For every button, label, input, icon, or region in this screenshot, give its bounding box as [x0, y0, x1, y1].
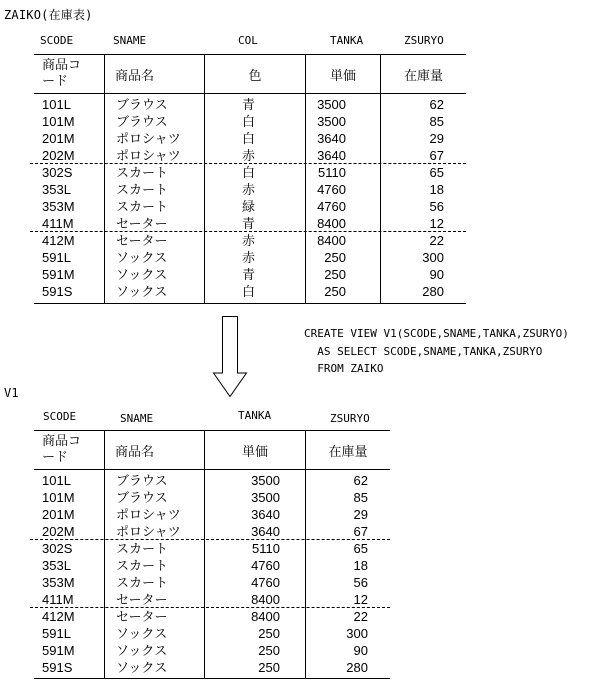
table-row — [34, 181, 466, 198]
table-row — [34, 266, 466, 283]
v1-table — [34, 430, 390, 679]
code-label-line2: ード — [42, 74, 69, 89]
cell-zsuryo: 22 — [353, 609, 368, 624]
v1-colname-scode: SCODE — [43, 410, 77, 423]
cell-tanka: 3640 — [317, 148, 346, 163]
cell-sname: ソックス — [116, 250, 168, 265]
v1-colname-sname: SNAME — [120, 412, 154, 425]
cell-col: 青 — [242, 216, 256, 231]
zaiko-header-row — [34, 55, 466, 94]
cell-zsuryo: 12 — [353, 592, 368, 607]
v1-header-row — [34, 431, 390, 470]
cell-scode: 591S — [42, 284, 73, 299]
v1-colname-zsuryo: ZSURYO — [330, 412, 370, 425]
cell-tanka: 250 — [324, 267, 346, 282]
table-row — [34, 113, 466, 130]
cell-zsuryo: 65 — [429, 165, 444, 180]
cell-zsuryo: 90 — [429, 267, 444, 282]
cell-zsuryo: 18 — [353, 558, 368, 573]
cell-col: 赤 — [242, 233, 256, 248]
table-row — [34, 249, 466, 266]
cell-tanka: 5110 — [252, 541, 280, 556]
cell-tanka: 4760 — [317, 182, 346, 197]
cell-sname: スカート — [116, 165, 169, 180]
cell-col: 青 — [242, 267, 256, 282]
table-row — [34, 642, 390, 659]
cell-scode: 201M — [42, 131, 75, 146]
zaiko-header-tanka: 単価 — [329, 68, 356, 84]
cell-col: 白 — [242, 284, 256, 299]
cell-scode: 201M — [42, 507, 75, 522]
cell-sname: スカート — [116, 182, 169, 197]
cell-zsuryo: 280 — [422, 284, 444, 299]
cell-sname: スカート — [116, 558, 169, 573]
cell-scode: 101M — [42, 114, 75, 129]
cell-col: 赤 — [242, 182, 256, 197]
cell-sname: セーター — [116, 592, 168, 607]
cell-tanka: 8400 — [251, 609, 280, 624]
v1-header-tanka: 単価 — [241, 444, 268, 460]
cell-scode: 412M — [42, 609, 75, 624]
cell-scode: 591L — [42, 626, 71, 641]
cell-tanka: 3640 — [251, 507, 280, 522]
table-row — [34, 540, 390, 557]
cell-col: 赤 — [242, 250, 256, 265]
zaiko-colname-sname: SNAME — [113, 34, 147, 47]
cell-sname: ブラウス — [116, 114, 168, 129]
table-row — [34, 557, 390, 574]
cell-zsuryo: 18 — [429, 182, 444, 197]
cell-scode: 101M — [42, 490, 75, 505]
cell-tanka: 3500 — [317, 97, 346, 112]
cell-sname: ブラウス — [116, 490, 168, 505]
cell-scode: 411M — [42, 592, 74, 607]
cell-sname: ブラウス — [116, 473, 168, 488]
cell-tanka: 4760 — [317, 199, 346, 214]
cell-col: 赤 — [242, 148, 256, 163]
cell-scode: 302S — [42, 165, 73, 180]
code-label-line1: 商品コ — [42, 58, 82, 73]
table-row — [34, 283, 466, 300]
table-row — [34, 96, 466, 113]
cell-sname: セーター — [116, 609, 168, 624]
sql-line-1: CREATE VIEW V1(SCODE,SNAME,TANKA,ZSURYO) — [304, 327, 569, 340]
v1-title: V1 — [4, 386, 19, 400]
table-row — [34, 472, 390, 489]
cell-tanka: 250 — [258, 626, 280, 641]
cell-zsuryo: 67 — [429, 148, 444, 163]
cell-scode: 591M — [42, 267, 75, 282]
cell-tanka: 5110 — [318, 165, 346, 180]
zaiko-header-zsuryo: 在庫量 — [403, 68, 443, 84]
cell-tanka: 4760 — [251, 558, 280, 573]
cell-zsuryo: 300 — [422, 250, 444, 265]
v1-header-scode — [34, 431, 104, 469]
cell-zsuryo: 62 — [353, 473, 368, 488]
cell-scode: 353M — [42, 575, 75, 590]
v1-header-zsuryo: 在庫量 — [328, 444, 368, 460]
zaiko-header-scode — [34, 55, 104, 93]
v1-header-sname: 商品名 — [115, 444, 155, 460]
cell-sname: ポロシャツ — [116, 507, 181, 522]
cell-zsuryo: 62 — [429, 97, 444, 112]
cell-zsuryo: 85 — [353, 490, 368, 505]
zaiko-colname-tanka: TANKA — [330, 34, 364, 47]
cell-zsuryo: 56 — [353, 575, 368, 590]
sql-line-3: FROM ZAIKO — [304, 362, 384, 375]
table-row — [34, 489, 390, 506]
table-row — [34, 130, 466, 147]
cell-scode: 202M — [42, 148, 75, 163]
sql-line-2: AS SELECT SCODE,SNAME,TANKA,ZSURYO — [304, 345, 543, 358]
cell-zsuryo: 56 — [429, 199, 444, 214]
zaiko-colname-zsuryo: ZSURYO — [404, 34, 444, 47]
cell-sname: ポロシャツ — [116, 131, 181, 146]
table-row — [34, 147, 466, 164]
cell-scode: 591M — [42, 643, 75, 658]
cell-tanka: 250 — [324, 250, 346, 265]
v1-colname-tanka: TANKA — [238, 409, 272, 422]
zaiko-colname-scode: SCODE — [40, 34, 74, 47]
table-row — [34, 608, 390, 625]
cell-tanka: 3500 — [317, 114, 346, 129]
cell-scode: 202M — [42, 524, 75, 539]
cell-col: 白 — [242, 165, 256, 180]
cell-sname: セーター — [116, 216, 168, 231]
cell-scode: 353L — [42, 558, 71, 573]
cell-col: 白 — [242, 114, 256, 129]
cell-tanka: 3640 — [317, 131, 346, 146]
cell-tanka: 250 — [258, 660, 280, 675]
cell-sname: ソックス — [116, 626, 168, 641]
cell-col: 緑 — [242, 199, 256, 214]
cell-scode: 591L — [42, 250, 71, 265]
cell-sname: ブラウス — [116, 97, 168, 112]
code-label-line1: 商品コ — [42, 434, 82, 449]
table-row — [34, 215, 466, 232]
cell-zsuryo: 67 — [353, 524, 368, 539]
cell-tanka: 3640 — [251, 524, 280, 539]
cell-sname: スカート — [116, 199, 169, 214]
cell-tanka: 8400 — [317, 233, 346, 248]
cell-tanka: 250 — [324, 284, 346, 299]
table-row — [34, 659, 390, 676]
cell-sname: ソックス — [116, 267, 168, 282]
table-row — [34, 198, 466, 215]
table-row — [34, 164, 466, 181]
code-label-line2: ード — [42, 450, 69, 465]
table-row — [34, 506, 390, 523]
cell-zsuryo: 280 — [346, 660, 368, 675]
cell-scode: 302S — [42, 541, 73, 556]
cell-scode: 101L — [42, 473, 71, 488]
cell-col: 青 — [242, 97, 256, 112]
cell-zsuryo: 29 — [429, 131, 444, 146]
cell-sname: ソックス — [116, 660, 168, 675]
down-arrow-icon — [212, 316, 248, 398]
cell-zsuryo: 90 — [353, 643, 368, 658]
cell-scode: 412M — [42, 233, 75, 248]
table-row — [34, 591, 390, 608]
cell-zsuryo: 12 — [429, 216, 444, 231]
cell-scode: 353M — [42, 199, 75, 214]
cell-tanka: 8400 — [317, 216, 346, 231]
table-row — [34, 232, 466, 249]
cell-scode: 101L — [42, 97, 71, 112]
cell-sname: ソックス — [116, 643, 168, 658]
cell-tanka: 4760 — [251, 575, 280, 590]
cell-scode: 591S — [42, 660, 73, 675]
cell-scode: 353L — [42, 182, 71, 197]
table-row — [34, 625, 390, 642]
cell-sname: ポロシャツ — [116, 524, 181, 539]
zaiko-colname-col: COL — [238, 34, 258, 47]
cell-col: 白 — [242, 131, 256, 146]
cell-sname: スカート — [116, 541, 169, 556]
zaiko-title: ZAIKO(在庫表) — [4, 8, 93, 22]
cell-tanka: 3500 — [251, 490, 280, 505]
cell-zsuryo: 29 — [353, 507, 368, 522]
zaiko-header-col: 色 — [248, 68, 262, 84]
cell-scode: 411M — [42, 216, 74, 231]
cell-zsuryo: 300 — [346, 626, 368, 641]
cell-tanka: 8400 — [251, 592, 280, 607]
cell-zsuryo: 65 — [353, 541, 368, 556]
table-row — [34, 574, 390, 591]
table-row — [34, 523, 390, 540]
cell-sname: ポロシャツ — [116, 148, 181, 163]
cell-sname: ソックス — [116, 284, 168, 299]
cell-tanka: 3500 — [251, 473, 280, 488]
cell-tanka: 250 — [258, 643, 280, 658]
cell-zsuryo: 85 — [429, 114, 444, 129]
cell-sname: スカート — [116, 575, 169, 590]
zaiko-header-sname: 商品名 — [115, 68, 155, 84]
cell-sname: セーター — [116, 233, 168, 248]
cell-zsuryo: 22 — [429, 233, 444, 248]
zaiko-table — [34, 54, 466, 304]
